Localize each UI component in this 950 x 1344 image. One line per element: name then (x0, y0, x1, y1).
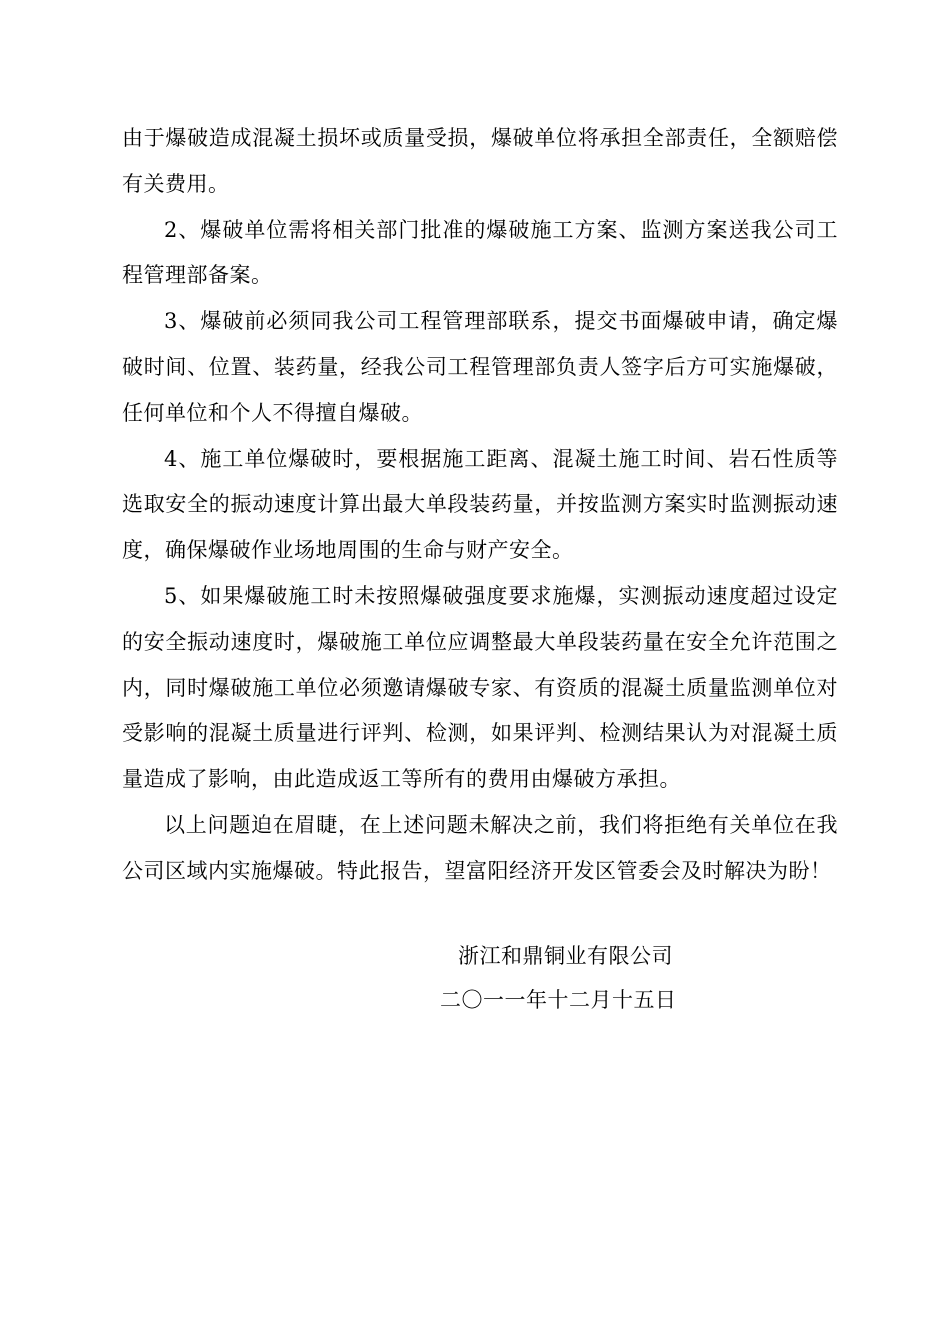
document-body (122, 116, 838, 895)
paragraph-item-3: 3、爆破前必须同我公司工程管理部联系，提交书面爆破申请，确定爆破时间、位置、装药量，经我公司工程管理部负责人签字后方可实施爆破，任何单位和个人不得擅自爆破。 (122, 309, 838, 425)
signature-company: 浙江和鼎铜业有限公司 (458, 944, 673, 968)
paragraph-item-2: 2、爆破单位需将相关部门批准的爆破施工方案、监测方案送我公司工程管理部备案。 (122, 217, 838, 288)
paragraph-item-4: 4、施工单位爆破时，要根据施工距离、混凝土施工时间、岩石性质等选取安全的振动速度计算出最大单段装药量，并按监测方案实时监测振动速度，确保爆破作业场地周围的生命与财产安全。 (122, 446, 838, 563)
paragraph-closing: 以上问题迫在眉睫，在上述问题未解决之前，我们将拒绝有关单位在我公司区域内实施爆破。特此报告，望富阳经济开发区管委会及时解决为盼！ (122, 812, 838, 883)
signature-block (440, 934, 840, 1022)
paragraph-continuation: 由于爆破造成混凝土损坏或质量受损，爆破单位将承担全部责任，全额赔偿有关费用。 (122, 126, 838, 196)
signature-date: 二〇一一年十二月十五日 (440, 988, 677, 1012)
paragraph-item-5: 5、如果爆破施工时未按照爆破强度要求施爆，实测振动速度超过设定的安全振动速度时，爆破施工单位应调整最大单段装药量在安全允许范围之内，同时爆破施工单位必须邀请爆破专家、有资质的混凝土质量监测单位对受影响的混凝土质量进行评判、检测，如果评判、检测结果认为对混凝土质量造成了影响，由此造成返工等所有的费用由爆破方承担。 (122, 583, 838, 792)
